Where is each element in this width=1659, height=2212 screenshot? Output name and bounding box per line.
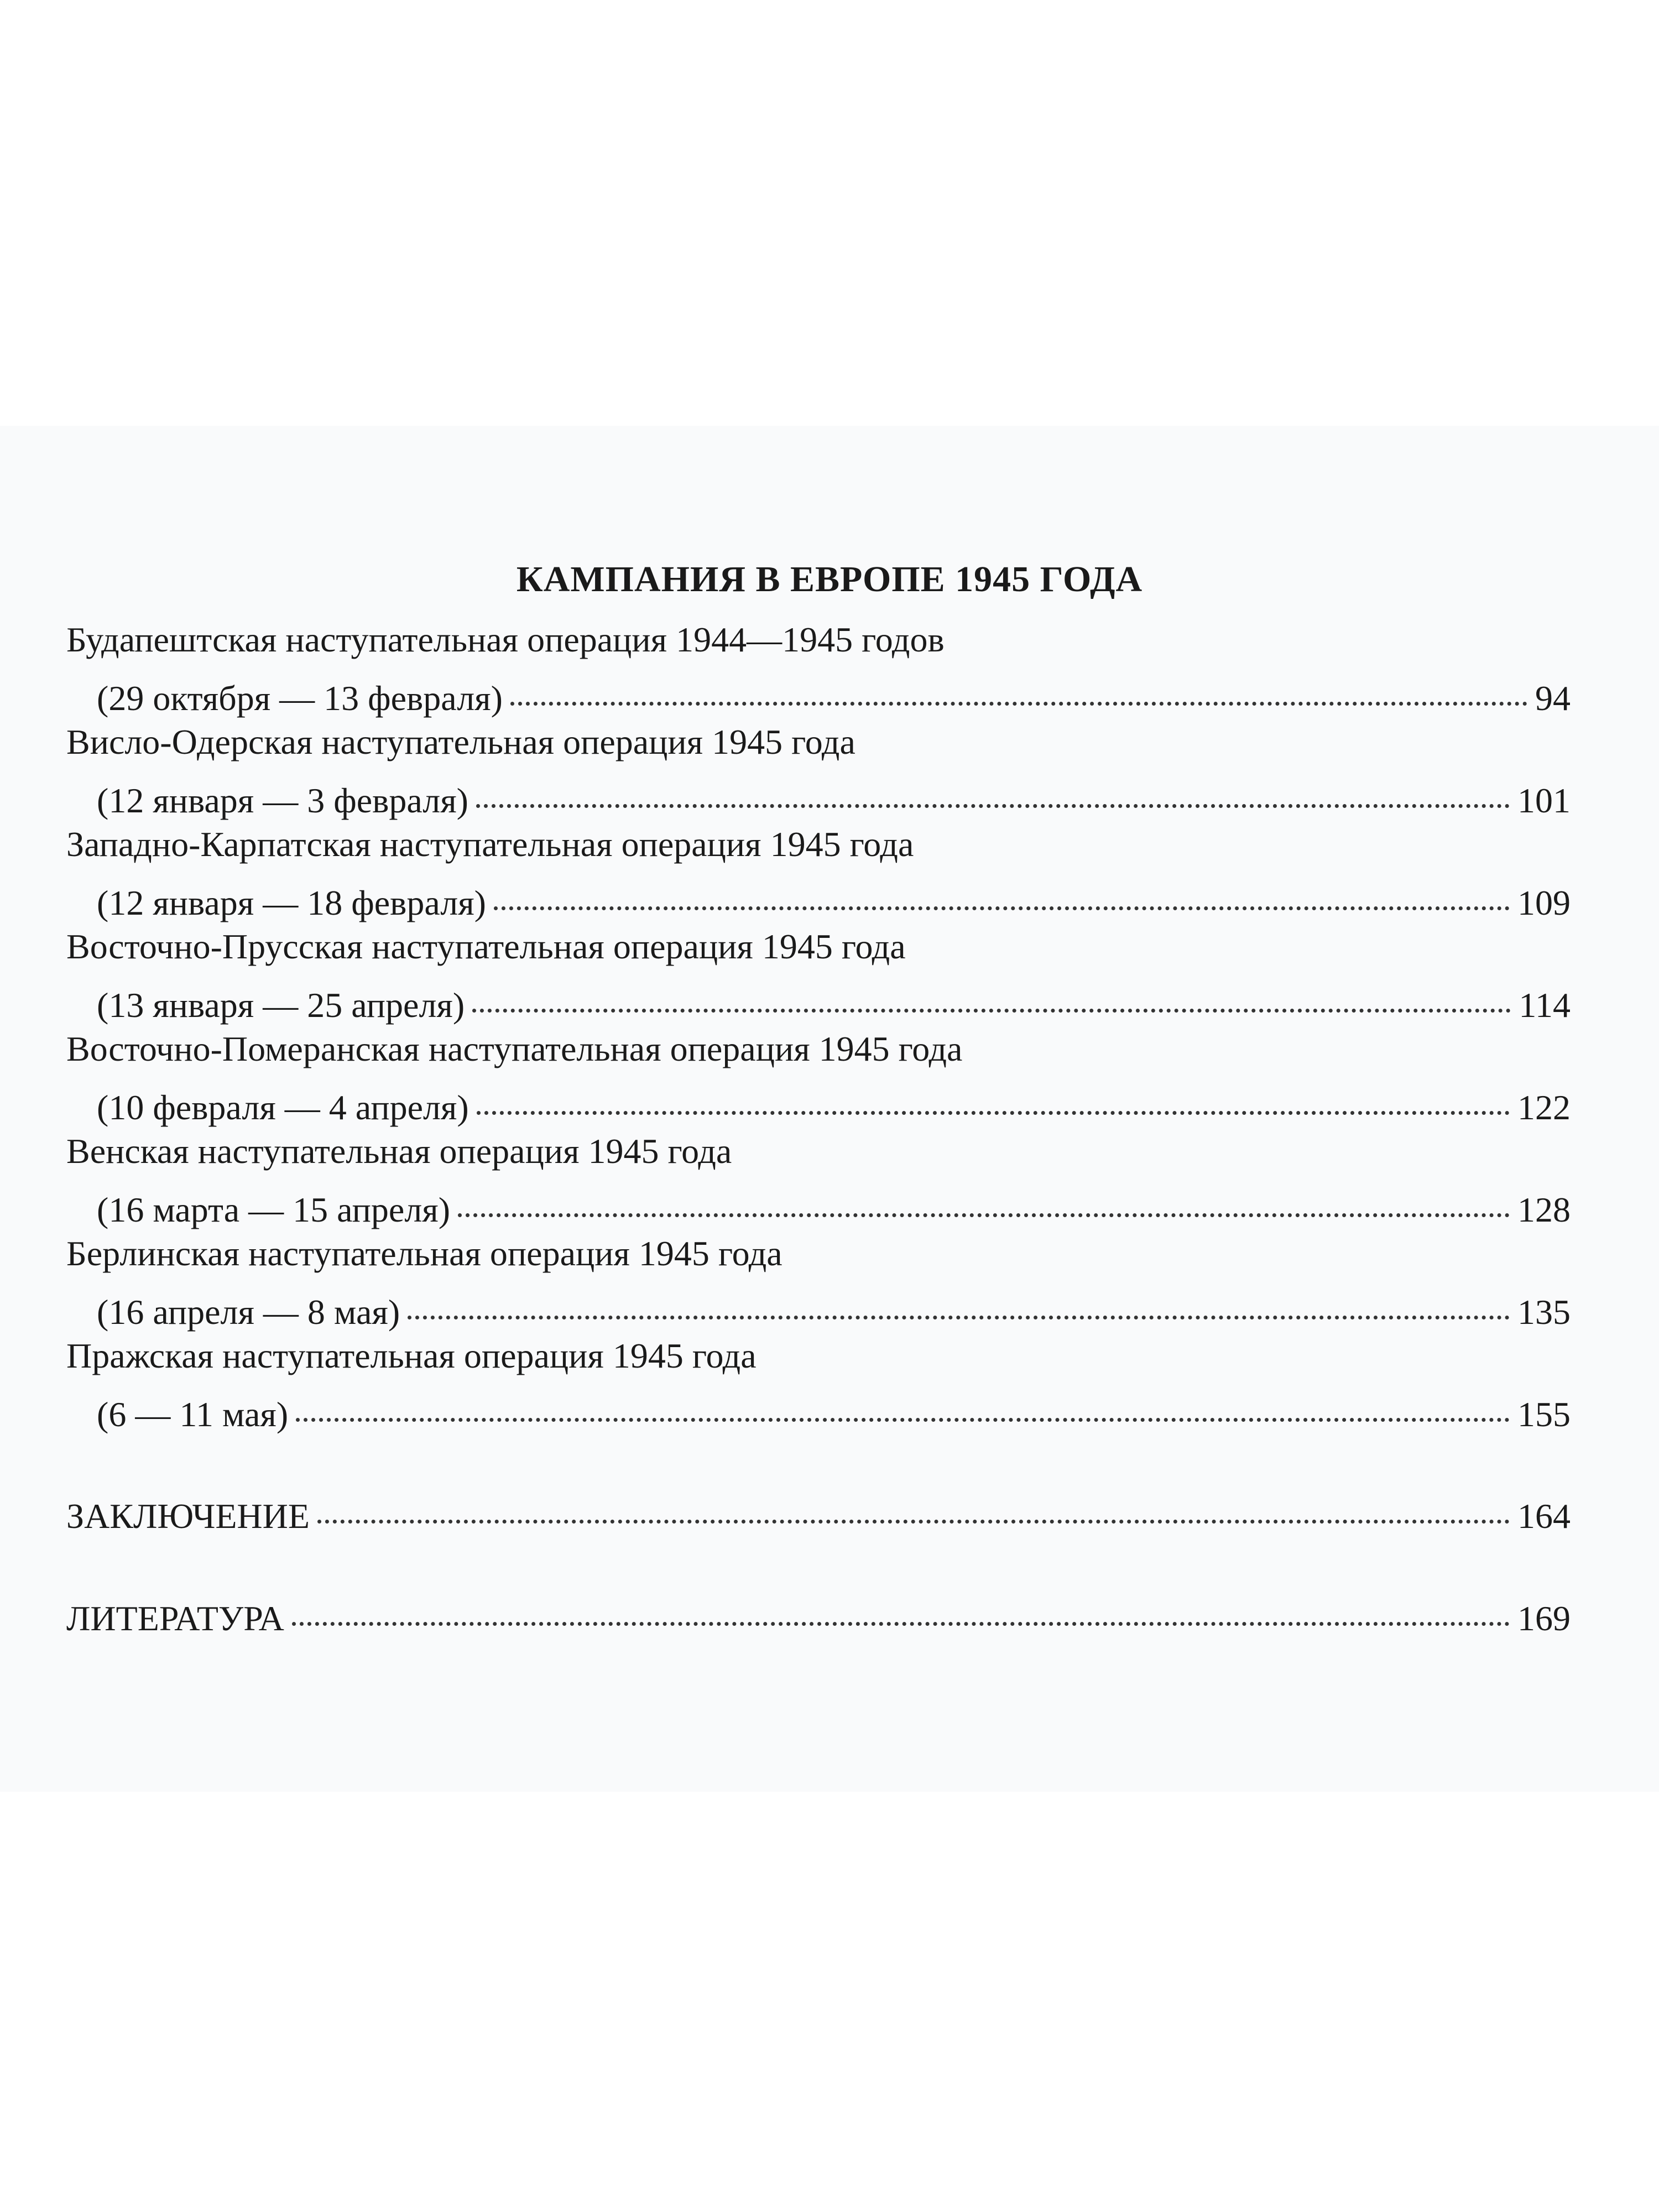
toc-entry-dates: (12 января — 3 февраля)	[97, 781, 468, 820]
toc-entry-title: Западно-Карпатская наступательная операция 1945 года	[66, 825, 914, 864]
toc-entry	[66, 1131, 1571, 1229]
toc-entry-row	[66, 1397, 1571, 1432]
toc-page-number: 164	[1517, 1496, 1571, 1536]
dot-leader	[458, 1213, 1510, 1217]
toc-entry-dates: (10 февраля — 4 апреля)	[97, 1088, 469, 1127]
toc-entry	[66, 929, 1571, 1023]
toc-conclusion-row	[66, 1496, 1571, 1536]
toc-entry-row	[66, 885, 1571, 921]
section-title: КАМПАНИЯ В ЕВРОПЕ 1945 ГОДА	[516, 559, 1143, 599]
toc-entry	[66, 1031, 1571, 1125]
toc-page-number: 122	[1517, 1088, 1571, 1127]
toc-conclusion	[66, 1496, 1571, 1536]
toc-literature	[66, 1601, 1571, 1636]
toc-entry-dates: (29 октября — 13 февраля)	[97, 679, 503, 718]
dot-leader	[472, 1009, 1511, 1013]
dot-leader	[296, 1418, 1510, 1422]
toc-entry-title: Висло-Одерская наступательная операция 1945 года	[66, 722, 855, 761]
dot-leader	[477, 1111, 1510, 1115]
toc-entry	[66, 1338, 1571, 1432]
toc-entry	[66, 1236, 1571, 1330]
toc-page-number: 114	[1519, 985, 1571, 1025]
toc-entry-row	[66, 681, 1571, 716]
toc-page-number: 94	[1535, 679, 1571, 718]
toc-entry-dates: (16 марта — 15 апреля)	[97, 1190, 450, 1229]
dot-leader	[476, 804, 1510, 808]
toc-entry-title: Берлинская наступательная операция 1945 года	[66, 1234, 782, 1273]
toc-entry-title: Пражская наступательная операция 1945 года	[66, 1336, 757, 1375]
toc-entry	[66, 827, 1571, 921]
toc-entry-title: Восточно-Померанская наступательная операция 1945 года	[66, 1029, 963, 1068]
dot-leader	[317, 1520, 1510, 1524]
toc-entry-dates: (12 января — 18 февраля)	[97, 883, 486, 922]
toc-literature-label: ЛИТЕРАТУРА	[66, 1599, 284, 1638]
toc-page-number: 135	[1517, 1292, 1571, 1332]
toc-page-number: 109	[1517, 883, 1571, 922]
toc-entry-row	[66, 1090, 1571, 1125]
toc-entry-dates: (6 — 11 мая)	[97, 1395, 289, 1434]
toc-page-number: 101	[1517, 781, 1571, 820]
toc-entry-title: Будапештская наступательная операция 1944—1945 годов	[66, 620, 945, 659]
dot-leader	[408, 1316, 1510, 1319]
toc-page-number: 128	[1517, 1190, 1571, 1229]
dot-leader	[292, 1622, 1510, 1626]
dot-leader	[510, 702, 1527, 706]
toc-page-number: 155	[1517, 1395, 1571, 1434]
toc-literature-row	[66, 1601, 1571, 1636]
toc-conclusion-label: ЗАКЛЮЧЕНИЕ	[66, 1496, 310, 1536]
toc-page-number: 169	[1517, 1599, 1571, 1638]
toc-entry-title: Восточно-Прусская наступательная операция 1945 года	[66, 927, 906, 966]
toc-entry-title: Венская наступательная операция 1945 года	[66, 1131, 732, 1171]
toc-entry	[66, 724, 1571, 818]
toc-entry-dates: (16 апреля — 8 мая)	[97, 1292, 400, 1332]
toc-entry-row	[66, 783, 1571, 818]
toc-entry-row	[66, 985, 1571, 1025]
dot-leader	[494, 906, 1510, 910]
toc-entry-row	[66, 1192, 1571, 1228]
toc-entry	[66, 622, 1571, 716]
toc-entry-dates: (13 января — 25 апреля)	[97, 985, 465, 1025]
toc-entry-row	[66, 1292, 1571, 1332]
